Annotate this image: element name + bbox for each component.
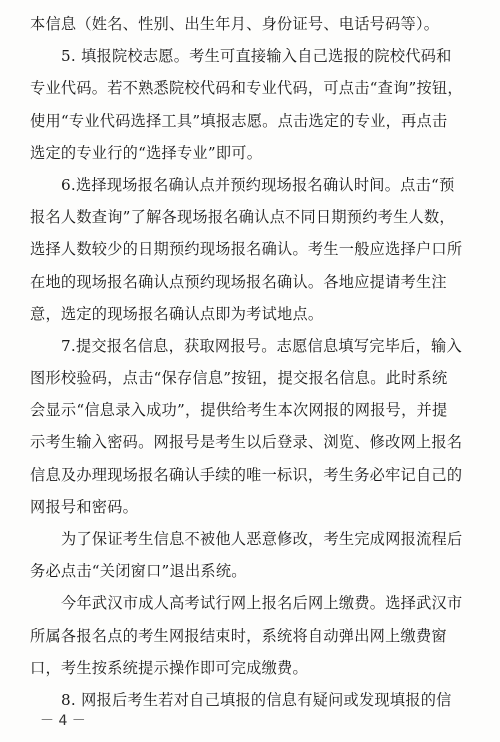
text-line: 选择人数较少的日期预约现场报名确认。考生一般应选择户口所 xyxy=(30,240,463,259)
page-number: － 4 － xyxy=(40,713,86,729)
text-line: 口，考生按系统提示操作即可完成缴费。 xyxy=(30,658,308,677)
text-line: 5. 填报院校志愿。考生可直接输入自己选报的院校代码和 xyxy=(61,47,452,66)
text-line: 今年武汉市成人高考试行网上报名后网上缴费。选择武汉市 xyxy=(61,594,463,613)
text-line: 图形校验码，点击“保存信息”按钮，提交报名信息。此时系统 xyxy=(30,369,448,388)
text-line: 务必点击“关闭窗口”退出系统。 xyxy=(30,562,247,581)
document-body xyxy=(30,8,475,716)
text-line: 本信息（姓名、性别、出生年月、身份证号、电话号码等）。 xyxy=(30,15,440,33)
text-line: 所属各报名点的考生网报结束时，系统将自动弹出网上缴费窗 xyxy=(30,626,447,645)
text-line: 使用“专业代码选择工具”填报志愿。点击选定的专业，再点击 xyxy=(30,111,448,130)
text-line: 专业代码。若不熟悉院校代码和专业代码，可点击“查询”按钮， xyxy=(30,79,463,98)
text-line: 8. 网报后考生若对自己填报的信息有疑问或发现填报的信 xyxy=(61,690,452,709)
text-line: 6.选择现场报名确认点并预约现场报名确认时间。点击“预 xyxy=(61,175,455,194)
text-line: 会显示“信息录入成功”，提供给考生本次网报的网报号，并提 xyxy=(30,401,448,420)
text-line: 报名人数查询”了解各现场报名确认点不同日期预约考生人数， xyxy=(30,208,455,227)
text-line: 意，选定的现场报名确认点即为考试地点。 xyxy=(30,304,324,323)
text-line: 在地的现场报名确认点预约现场报名确认。各地应提请考生注 xyxy=(30,272,447,291)
text-line: 网报号和密码。 xyxy=(30,497,139,516)
text-line: 示考生输入密码。网报号是考生以后登录、浏览、修改网上报名 xyxy=(30,433,463,452)
text-line: 选定的专业行的“选择专业”即可。 xyxy=(30,143,263,162)
text-line: 为了保证考生信息不被他人恶意修改，考生完成网报流程后 xyxy=(61,530,463,548)
text-line: 信息及办理现场报名确认手续的唯一标识，考生务必牢记自己的 xyxy=(30,465,463,484)
text-line: 7.提交报名信息，获取网报号。志愿信息填写完毕后，输入 xyxy=(61,336,462,355)
